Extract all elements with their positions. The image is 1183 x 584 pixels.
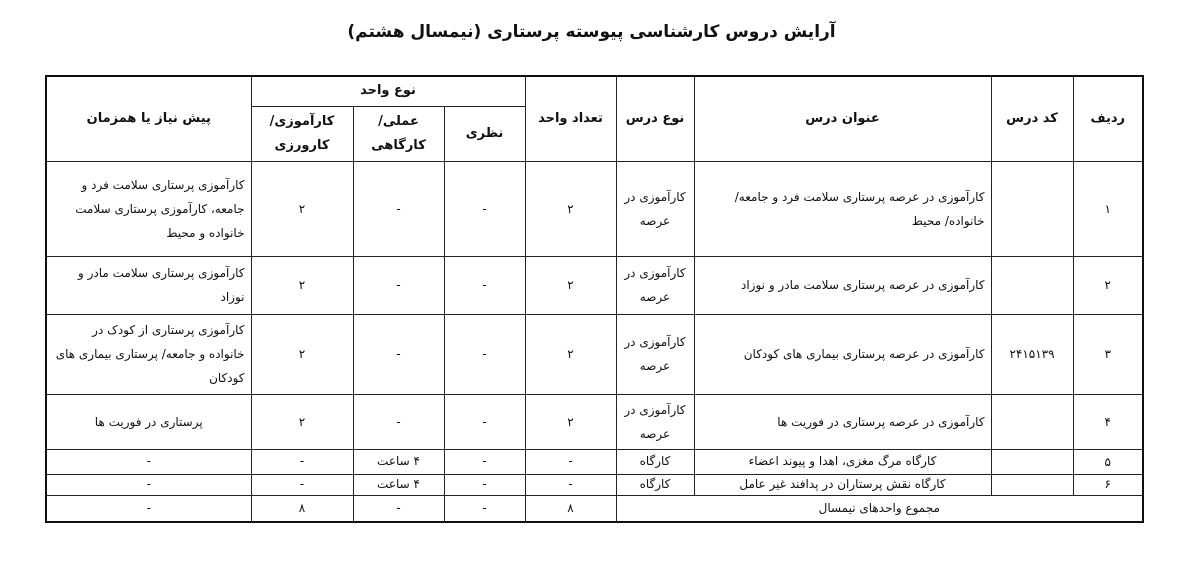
- cell-row-no: ۵: [1073, 449, 1143, 474]
- cell-internship: ۲: [251, 394, 353, 449]
- header-course-title: عنوان درس: [694, 76, 991, 161]
- cell-course-type: کارآموزی در عرصه: [616, 394, 694, 449]
- header-unit-type: نوع واحد: [251, 76, 525, 106]
- cell-course-title: کارآموزی در عرصه پرستاری سلامت فرد و جامعه/ خانواده/ محیط: [694, 161, 991, 256]
- cell-theory: -: [444, 474, 525, 495]
- cell-course-type: کارآموزی در عرصه: [616, 314, 694, 394]
- cell-theory: -: [444, 314, 525, 394]
- total-label: مجموع واحدهای نیمسال: [616, 495, 1143, 522]
- cell-course-code: [991, 474, 1073, 495]
- cell-practical: ۴ ساعت: [353, 449, 444, 474]
- table-row: [46, 161, 1143, 256]
- cell-practical: ۴ ساعت: [353, 474, 444, 495]
- header-course-type: نوع درس: [616, 76, 694, 161]
- cell-prerequisite: کارآموزی پرستاری سلامت فرد و جامعه، کارآموزی پرستاری سلامت خانواده و محیط: [46, 161, 251, 256]
- cell-practical: -: [353, 394, 444, 449]
- cell-units: ۲: [525, 394, 616, 449]
- cell-row-no: ۱: [1073, 161, 1143, 256]
- cell-practical: -: [353, 314, 444, 394]
- cell-units: ۲: [525, 161, 616, 256]
- total-theory: -: [444, 495, 525, 522]
- cell-theory: -: [444, 449, 525, 474]
- cell-course-type: کارگاه: [616, 449, 694, 474]
- header-units-count: تعداد واحد: [525, 76, 616, 161]
- table-row: [46, 256, 1143, 314]
- cell-row-no: ۳: [1073, 314, 1143, 394]
- cell-row-no: ۶: [1073, 474, 1143, 495]
- cell-course-type: کارگاه: [616, 474, 694, 495]
- cell-theory: -: [444, 394, 525, 449]
- cell-course-title: کارآموزی در عرصه پرستاری در فوریت ها: [694, 394, 991, 449]
- cell-row-no: ۲: [1073, 256, 1143, 314]
- cell-units: -: [525, 449, 616, 474]
- cell-prerequisite: پرستاری در فوریت ها: [46, 394, 251, 449]
- header-row-no: ردیف: [1073, 76, 1143, 161]
- cell-internship: ۲: [251, 256, 353, 314]
- cell-units: -: [525, 474, 616, 495]
- cell-internship: -: [251, 449, 353, 474]
- cell-course-title: کارگاه نقش پرستاران در پدافند غیر عامل: [694, 474, 991, 495]
- cell-course-type: کارآموزی در عرصه: [616, 161, 694, 256]
- cell-course-title: کارگاه مرگ مغزی، اهدا و پیوند اعضاء: [694, 449, 991, 474]
- cell-prerequisite: کارآموزی پرستاری سلامت مادر و نوزاد: [46, 256, 251, 314]
- cell-course-type: کارآموزی در عرصه: [616, 256, 694, 314]
- cell-practical: -: [353, 256, 444, 314]
- cell-course-code: ۲۴۱۵۱۳۹: [991, 314, 1073, 394]
- cell-row-no: ۴: [1073, 394, 1143, 449]
- total-prerequisite: -: [46, 495, 251, 522]
- cell-units: ۲: [525, 314, 616, 394]
- total-units: ۸: [525, 495, 616, 522]
- cell-course-code: [991, 161, 1073, 256]
- header-course-code: کد درس: [991, 76, 1073, 161]
- cell-prerequisite: کارآموزی پرستاری از کودک در خانواده و جامعه/ پرستاری بیماری های کودکان: [46, 314, 251, 394]
- header-internship: کارآموزی/ کارورزی: [251, 106, 353, 161]
- cell-internship: -: [251, 474, 353, 495]
- cell-theory: -: [444, 256, 525, 314]
- total-row: [46, 495, 1143, 522]
- table-row: [46, 394, 1143, 449]
- cell-prerequisite: -: [46, 449, 251, 474]
- course-table: [45, 75, 1144, 523]
- table-row: [46, 474, 1143, 495]
- header-prerequisite: پیش نیاز یا همزمان: [46, 76, 251, 161]
- cell-units: ۲: [525, 256, 616, 314]
- cell-practical: -: [353, 161, 444, 256]
- cell-course-title: کارآموزی در عرصه پرستاری بیماری های کودکان: [694, 314, 991, 394]
- cell-course-title: کارآموزی در عرصه پرستاری سلامت مادر و نوزاد: [694, 256, 991, 314]
- table-row: [46, 449, 1143, 474]
- total-practical: -: [353, 495, 444, 522]
- cell-course-code: [991, 256, 1073, 314]
- cell-course-code: [991, 394, 1073, 449]
- cell-prerequisite: -: [46, 474, 251, 495]
- header-practical: عملی/ کارگاهی: [353, 106, 444, 161]
- cell-theory: -: [444, 161, 525, 256]
- table-row: [46, 314, 1143, 394]
- cell-internship: ۲: [251, 314, 353, 394]
- cell-course-code: [991, 449, 1073, 474]
- cell-internship: ۲: [251, 161, 353, 256]
- total-internship: ۸: [251, 495, 353, 522]
- header-theory: نظری: [444, 106, 525, 161]
- page-title: آرایش دروس کارشناسی پیوسته پرستاری (نیمسال هشتم): [347, 22, 836, 42]
